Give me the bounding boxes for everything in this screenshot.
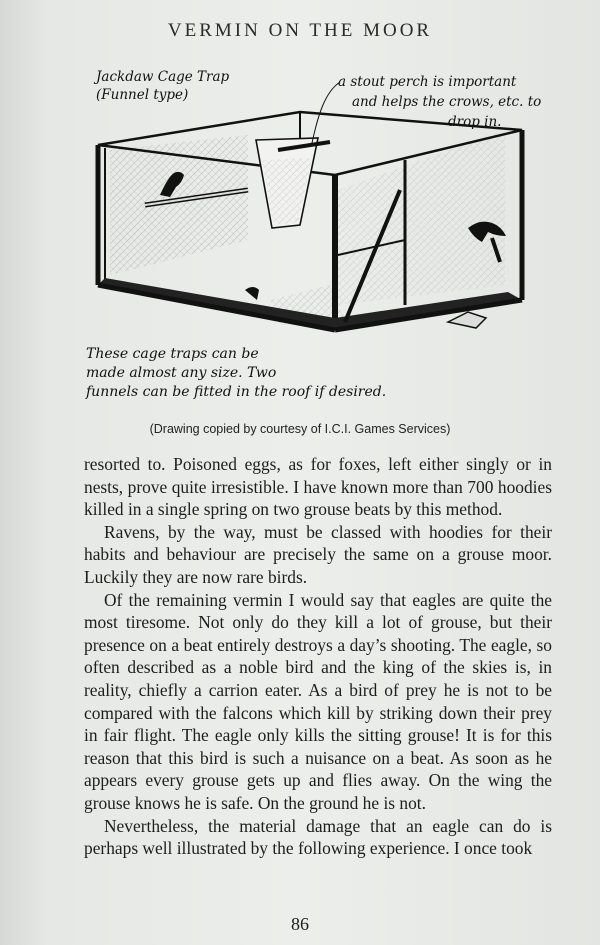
- figure-label-perch-line: a stout perch is important: [338, 74, 517, 90]
- bait-tray: [448, 312, 486, 328]
- page-number: 86: [291, 914, 309, 934]
- body-text: [84, 453, 552, 860]
- figure-label-perch: [338, 72, 541, 132]
- figure-label-note-line: funnels can be fitted in the roof if desired.: [86, 384, 387, 400]
- floor-mark: [245, 287, 259, 300]
- figure-label-note-line: made almost any size. Two: [86, 365, 277, 381]
- paragraph: Nevertheless, the material damage that an eagle can do is perhaps well illustrated by the following experience. I once took: [84, 815, 552, 859]
- figure-label-perch-line: and helps the crows, etc. to: [352, 94, 542, 110]
- running-head: VERMIN ON THE MOOR: [167, 20, 433, 41]
- figure-label-perch-line: drop in.: [448, 114, 502, 130]
- figure-label-trap-line: Jackdaw Cage Trap: [96, 69, 230, 85]
- figure-label-trap-line: (Funnel type): [96, 87, 189, 103]
- figure-label-trap: [96, 68, 229, 104]
- paragraph: resorted to. Poisoned eggs, as for foxes, left either singly or in nests, prove quite irresistible. I have known more than 700 hoodies killed in a single spring on two grouse beats by this method.: [84, 454, 552, 520]
- figure-label-note: [86, 345, 386, 402]
- figure-label-note-line: These cage traps can be: [86, 346, 259, 362]
- figure-credit: (Drawing copied by courtesy of I.C.I. Games Services): [149, 422, 451, 436]
- paragraph: Of the remaining vermin I would say that eagles are quite the most tiresome. Not only do they kill a lot of grouse, but their presence on a beat entirely destroys a day’s shooting. The eagle, so often described as a noble bird and the king of the skies is, in reality, chiefly a carrion eater. As a bird of prey he is not to be compared with the falcons which kill by striking down their prey in fair flight. The eagle only kills the sitting grouse! It is for this reason that this bird is such a nuisance on a beat. As soon as he appears every grouse gets up and flies away. On the wing the grouse knows he is safe. On the ground he is not.: [84, 589, 552, 813]
- paragraph: Ravens, by the way, must be classed with hoodies for their habits and behaviour are precisely the same on a grouse moor. Luckily they are now rare birds.: [84, 521, 552, 587]
